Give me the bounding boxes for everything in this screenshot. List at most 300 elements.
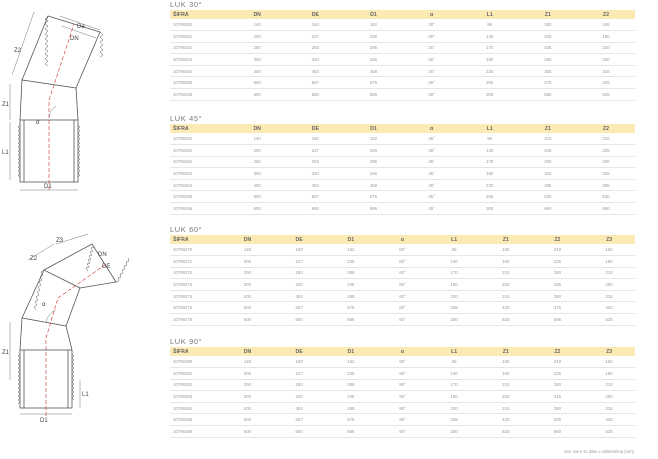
table-cell: 10799285 <box>170 414 222 426</box>
section-title: LUK 90° <box>170 337 203 346</box>
table-row <box>170 179 635 191</box>
label-dn: DN <box>98 252 107 258</box>
column-header: D1 <box>347 348 355 355</box>
table-row <box>170 65 635 77</box>
column-header: α <box>400 236 405 243</box>
table-cell: 567 <box>286 191 344 203</box>
table-cell: 400 <box>222 290 274 302</box>
table-cell: 180 <box>428 279 480 291</box>
table-cell: 45° <box>403 133 461 145</box>
spec-table <box>170 235 635 326</box>
table-row <box>170 203 635 215</box>
table-cell: 45° <box>403 156 461 168</box>
table-cell: 315 <box>519 168 577 180</box>
table-cell: 260 <box>519 54 577 66</box>
table-cell: 10799275 <box>170 302 222 314</box>
table-cell: 10799276 <box>170 314 222 326</box>
table-cell: 210 <box>480 379 532 391</box>
table-cell: 453 <box>286 65 344 77</box>
table-cell: 500 <box>228 77 286 89</box>
table-cell: 350 <box>532 290 584 302</box>
table-cell: 10799265 <box>170 191 228 203</box>
table-cell: 90° <box>377 368 429 380</box>
table-cell: 140 <box>228 19 286 31</box>
table-cell: 680 <box>273 314 325 326</box>
table-cell: 60° <box>377 279 429 291</box>
column-header: Z2 <box>602 11 609 18</box>
table-cell: 10799283 <box>170 391 222 403</box>
table-header-row <box>170 124 635 133</box>
table-cell: 260 <box>532 379 584 391</box>
table-cell: 140 <box>461 145 519 157</box>
section-luk-30 <box>170 0 635 101</box>
table-cell: 525 <box>480 314 532 326</box>
table-cell: 346 <box>344 54 402 66</box>
table-cell: 180 <box>583 256 635 268</box>
table-row <box>170 426 635 438</box>
table-cell: 286 <box>344 156 402 168</box>
table-cell: 200 <box>519 31 577 43</box>
table-cell: 90° <box>377 414 429 426</box>
table-cell: 210 <box>519 133 577 145</box>
column-header: DE <box>311 11 319 18</box>
column-header: L1 <box>486 125 493 132</box>
table-row <box>170 19 635 31</box>
table-cell: 686 <box>325 314 377 326</box>
table-cell: 260 <box>577 156 635 168</box>
table-row <box>170 89 635 101</box>
table-cell: 225 <box>532 256 584 268</box>
table-cell: 180 <box>480 368 532 380</box>
table-cell: 530 <box>532 414 584 426</box>
table-cell: 90° <box>377 356 429 368</box>
table-cell: 680 <box>286 203 344 215</box>
table-cell: 420 <box>480 414 532 426</box>
column-header: DN <box>243 236 252 243</box>
column-header: Z3 <box>606 348 613 355</box>
table-cell: 162 <box>344 133 402 145</box>
table-cell: 210 <box>577 133 635 145</box>
table-cell: 165 <box>583 356 635 368</box>
table-cell: 95 <box>461 19 519 31</box>
table-row <box>170 191 635 203</box>
table-cell: 210 <box>577 42 635 54</box>
label-z3: Z3 <box>56 238 64 244</box>
table-cell: 90° <box>377 379 429 391</box>
table-cell: 60° <box>377 302 429 314</box>
table-cell: 180 <box>583 368 635 380</box>
table-cell: 575 <box>325 414 377 426</box>
table-cell: 10799252 <box>170 42 228 54</box>
column-header: α <box>429 11 434 18</box>
table-cell: 10799271 <box>170 256 222 268</box>
table-cell: 575 <box>344 191 402 203</box>
table-cell: 567 <box>273 414 325 426</box>
label-d1: D1 <box>40 418 48 424</box>
table-cell: 395 <box>519 179 577 191</box>
table-cell: 300 <box>461 89 519 101</box>
table-row <box>170 42 635 54</box>
table-cell: 225 <box>519 145 577 157</box>
table-cell: 60° <box>377 244 429 256</box>
table-cell: 230 <box>325 368 377 380</box>
table-cell: 140 <box>428 368 480 380</box>
table-cell: 660 <box>519 203 577 215</box>
table-cell: 425 <box>577 77 635 89</box>
bend-30-drawing <box>0 0 160 225</box>
table-cell: 227 <box>286 31 344 43</box>
table-cell: 10799270 <box>170 244 222 256</box>
table-cell: 160 <box>286 133 344 145</box>
table-cell: 230 <box>428 402 480 414</box>
table-cell: 686 <box>325 426 377 438</box>
table-cell: 458 <box>344 179 402 191</box>
table-cell: 45° <box>403 203 461 215</box>
table-cell: 395 <box>577 179 635 191</box>
table-cell: 500 <box>222 414 274 426</box>
table-cell: 230 <box>461 65 519 77</box>
table-cell: 250 <box>577 54 635 66</box>
column-header: ŠIFRA <box>173 348 189 355</box>
table-cell: 30° <box>403 31 461 43</box>
table-cell: 90° <box>377 402 429 414</box>
table-header-row <box>170 347 635 356</box>
table-cell: 10799254 <box>170 65 228 77</box>
table-cell: 458 <box>344 65 402 77</box>
table-cell: 283 <box>273 379 325 391</box>
table-row <box>170 402 635 414</box>
table-cell: 10799260 <box>170 133 228 145</box>
table-cell: 10799284 <box>170 402 222 414</box>
spec-table <box>170 124 635 215</box>
table-cell: 10799266 <box>170 203 228 215</box>
table-cell: 10799272 <box>170 267 222 279</box>
table-cell: 530 <box>519 191 577 203</box>
column-header: DN <box>253 11 261 18</box>
table-cell: 10799253 <box>170 54 228 66</box>
table-cell: 250 <box>583 391 635 403</box>
table-cell: 60° <box>377 290 429 302</box>
table-row <box>170 356 635 368</box>
table-header-row <box>170 10 635 19</box>
bend-60-drawing <box>0 230 160 459</box>
section-luk-60 <box>170 225 635 326</box>
table-cell: 340 <box>286 168 344 180</box>
table-cell: 180 <box>519 19 577 31</box>
table-cell: 230 <box>344 31 402 43</box>
label-d1: D1 <box>44 184 52 190</box>
column-header: L1 <box>451 348 458 355</box>
label-de: De <box>77 24 85 30</box>
column-header: ŠIFRA <box>173 11 189 18</box>
table-cell: 160 <box>273 356 325 368</box>
table-cell: 10799264 <box>170 179 228 191</box>
table-cell: 600 <box>228 89 286 101</box>
table-cell: 140 <box>222 244 274 256</box>
table-cell: 10799280 <box>170 356 222 368</box>
column-header: DE <box>311 125 319 132</box>
table-cell: 300 <box>228 168 286 180</box>
column-header: D1 <box>370 11 377 18</box>
table-cell: 162 <box>344 19 402 31</box>
table-cell: 210 <box>583 379 635 391</box>
table-cell: 30° <box>403 42 461 54</box>
units-footnote: Sve mere su date u milimetrima (mm) <box>564 449 634 454</box>
table-cell: 458 <box>325 290 377 302</box>
label-z2: Z2 <box>30 256 38 262</box>
table-cell: 10799261 <box>170 145 228 157</box>
table-cell: 453 <box>273 402 325 414</box>
table-cell: 525 <box>583 314 635 326</box>
table-cell: 10799286 <box>170 426 222 438</box>
table-cell: 315 <box>583 402 635 414</box>
table-cell: 30° <box>403 89 461 101</box>
table-cell: 170 <box>428 267 480 279</box>
table-cell: 575 <box>344 77 402 89</box>
column-header: Z1 <box>502 348 509 355</box>
label-l1: L1 <box>82 392 89 398</box>
label-z1: Z1 <box>2 102 10 108</box>
column-header: D1 <box>347 236 355 243</box>
table-cell: 660 <box>577 203 635 215</box>
table-cell: 230 <box>344 145 402 157</box>
table-cell: 30° <box>403 65 461 77</box>
table-cell: 255 <box>428 302 480 314</box>
table-cell: 10799274 <box>170 290 222 302</box>
table-cell: 170 <box>461 156 519 168</box>
table-cell: 95 <box>428 244 480 256</box>
table-cell: 230 <box>325 256 377 268</box>
table-cell: 315 <box>577 65 635 77</box>
table-cell: 200 <box>228 145 286 157</box>
table-cell: 420 <box>583 302 635 314</box>
table-cell: 250 <box>222 267 274 279</box>
label-l1: L1 <box>2 150 9 156</box>
table-cell: 567 <box>273 302 325 314</box>
spec-table <box>170 10 635 101</box>
table-cell: 180 <box>480 256 532 268</box>
table-row <box>170 314 635 326</box>
table-cell: 340 <box>286 54 344 66</box>
table-cell: 10799255 <box>170 77 228 89</box>
column-header: Z1 <box>544 125 551 132</box>
table-cell: 260 <box>519 156 577 168</box>
table-cell: 530 <box>577 191 635 203</box>
table-cell: 210 <box>532 244 584 256</box>
table-cell: 250 <box>228 42 286 54</box>
table-cell: 165 <box>577 19 635 31</box>
table-row <box>170 133 635 145</box>
column-header: DN <box>253 125 261 132</box>
table-cell: 230 <box>428 290 480 302</box>
table-cell: 340 <box>273 279 325 291</box>
table-cell: 458 <box>325 402 377 414</box>
table-cell: 90° <box>377 426 429 438</box>
table-cell: 595 <box>519 89 577 101</box>
table-cell: 10799263 <box>170 168 228 180</box>
table-cell: 286 <box>325 379 377 391</box>
column-header: DE <box>295 236 303 243</box>
column-header: DE <box>295 348 303 355</box>
table-cell: 165 <box>583 244 635 256</box>
column-header: Z1 <box>544 11 551 18</box>
column-header: L1 <box>451 236 458 243</box>
table-cell: 315 <box>577 168 635 180</box>
table-cell: 10799250 <box>170 19 228 31</box>
table-cell: 300 <box>461 203 519 215</box>
table-cell: 45° <box>403 168 461 180</box>
label-alpha: α <box>36 120 40 126</box>
table-cell: 140 <box>428 256 480 268</box>
table-cell: 255 <box>461 191 519 203</box>
column-header: α <box>429 125 434 132</box>
table-row <box>170 379 635 391</box>
table-row <box>170 368 635 380</box>
table-cell: 315 <box>480 402 532 414</box>
table-cell: 453 <box>273 290 325 302</box>
table-cell: 300 <box>428 314 480 326</box>
table-cell: 162 <box>325 244 377 256</box>
table-cell: 525 <box>577 89 635 101</box>
table-cell: 340 <box>273 391 325 403</box>
table-cell: 165 <box>480 244 532 256</box>
table-cell: 30° <box>403 54 461 66</box>
table-cell: 160 <box>273 244 325 256</box>
table-cell: 30° <box>403 19 461 31</box>
table-cell: 500 <box>222 302 274 314</box>
table-cell: 200 <box>222 368 274 380</box>
section-luk-90 <box>170 337 635 438</box>
table-cell: 283 <box>286 156 344 168</box>
table-cell: 180 <box>577 31 635 43</box>
column-header: DN <box>243 348 252 355</box>
table-cell: 60° <box>377 256 429 268</box>
table-cell: 250 <box>583 279 635 291</box>
table-cell: 400 <box>228 179 286 191</box>
table-cell: 140 <box>461 31 519 43</box>
table-cell: 170 <box>461 42 519 54</box>
label-dn: DN <box>70 36 79 42</box>
section-luk-45 <box>170 114 635 215</box>
label-z2: Z2 <box>14 48 22 54</box>
table-cell: 355 <box>519 65 577 77</box>
table-row <box>170 279 635 291</box>
table-cell: 475 <box>519 77 577 89</box>
table-cell: 230 <box>461 179 519 191</box>
table-cell: 680 <box>273 426 325 438</box>
table-cell: 315 <box>532 391 584 403</box>
table-cell: 300 <box>428 426 480 438</box>
table-row <box>170 31 635 43</box>
table-cell: 250 <box>228 156 286 168</box>
table-cell: 315 <box>480 290 532 302</box>
table-cell: 300 <box>222 279 274 291</box>
table-cell: 500 <box>228 191 286 203</box>
column-header: Z3 <box>606 236 613 243</box>
table-row <box>170 168 635 180</box>
table-cell: 686 <box>344 89 402 101</box>
table-cell: 180 <box>461 54 519 66</box>
table-cell: 350 <box>532 402 584 414</box>
table-cell: 160 <box>286 19 344 31</box>
table-row <box>170 302 635 314</box>
table-cell: 300 <box>222 391 274 403</box>
table-cell: 250 <box>480 391 532 403</box>
table-cell: 420 <box>480 302 532 314</box>
table-cell: 595 <box>532 314 584 326</box>
column-header: Z2 <box>554 348 561 355</box>
table-cell: 286 <box>344 42 402 54</box>
table-cell: 95 <box>461 133 519 145</box>
table-cell: 227 <box>286 145 344 157</box>
table-cell: 346 <box>344 168 402 180</box>
table-cell: 400 <box>222 402 274 414</box>
table-cell: 225 <box>577 145 635 157</box>
table-row <box>170 391 635 403</box>
table-cell: 10799251 <box>170 31 228 43</box>
table-cell: 10799273 <box>170 279 222 291</box>
table-cell: 575 <box>325 302 377 314</box>
table-cell: 285 <box>532 279 584 291</box>
table-cell: 210 <box>532 356 584 368</box>
label-alpha: α <box>42 302 46 308</box>
table-cell: 600 <box>222 314 274 326</box>
table-cell: 680 <box>286 89 344 101</box>
table-cell: 30° <box>403 77 461 89</box>
column-header: Z1 <box>502 236 509 243</box>
spec-table <box>170 347 635 438</box>
table-cell: 180 <box>428 391 480 403</box>
table-cell: 45° <box>403 145 461 157</box>
table-cell: 10799256 <box>170 89 228 101</box>
table-row <box>170 77 635 89</box>
table-cell: 286 <box>325 267 377 279</box>
section-title: LUK 30° <box>170 0 203 9</box>
table-cell: 227 <box>273 256 325 268</box>
table-row <box>170 267 635 279</box>
table-cell: 255 <box>461 77 519 89</box>
table-cell: 165 <box>480 356 532 368</box>
table-header-row <box>170 235 635 244</box>
table-cell: 255 <box>428 414 480 426</box>
table-cell: 400 <box>228 65 286 77</box>
table-cell: 235 <box>519 42 577 54</box>
table-cell: 162 <box>325 356 377 368</box>
table-cell: 45° <box>403 191 461 203</box>
column-header: ŠIFRA <box>173 236 189 243</box>
table-cell: 600 <box>222 426 274 438</box>
table-cell: 180 <box>461 168 519 180</box>
table-cell: 283 <box>286 42 344 54</box>
table-row <box>170 414 635 426</box>
table-cell: 200 <box>222 256 274 268</box>
table-cell: 525 <box>583 426 635 438</box>
table-cell: 260 <box>532 267 584 279</box>
table-cell: 300 <box>228 54 286 66</box>
table-cell: 10799262 <box>170 156 228 168</box>
column-header: α <box>400 348 405 355</box>
table-cell: 225 <box>532 368 584 380</box>
label-z1: Z1 <box>2 350 10 356</box>
section-title: LUK 45° <box>170 114 203 123</box>
column-header: Z2 <box>602 125 609 132</box>
table-cell: 227 <box>273 368 325 380</box>
table-cell: 315 <box>583 290 635 302</box>
table-cell: 170 <box>428 379 480 391</box>
table-cell: 453 <box>286 179 344 191</box>
column-header: ŠIFRA <box>173 125 189 132</box>
table-cell: 283 <box>273 267 325 279</box>
